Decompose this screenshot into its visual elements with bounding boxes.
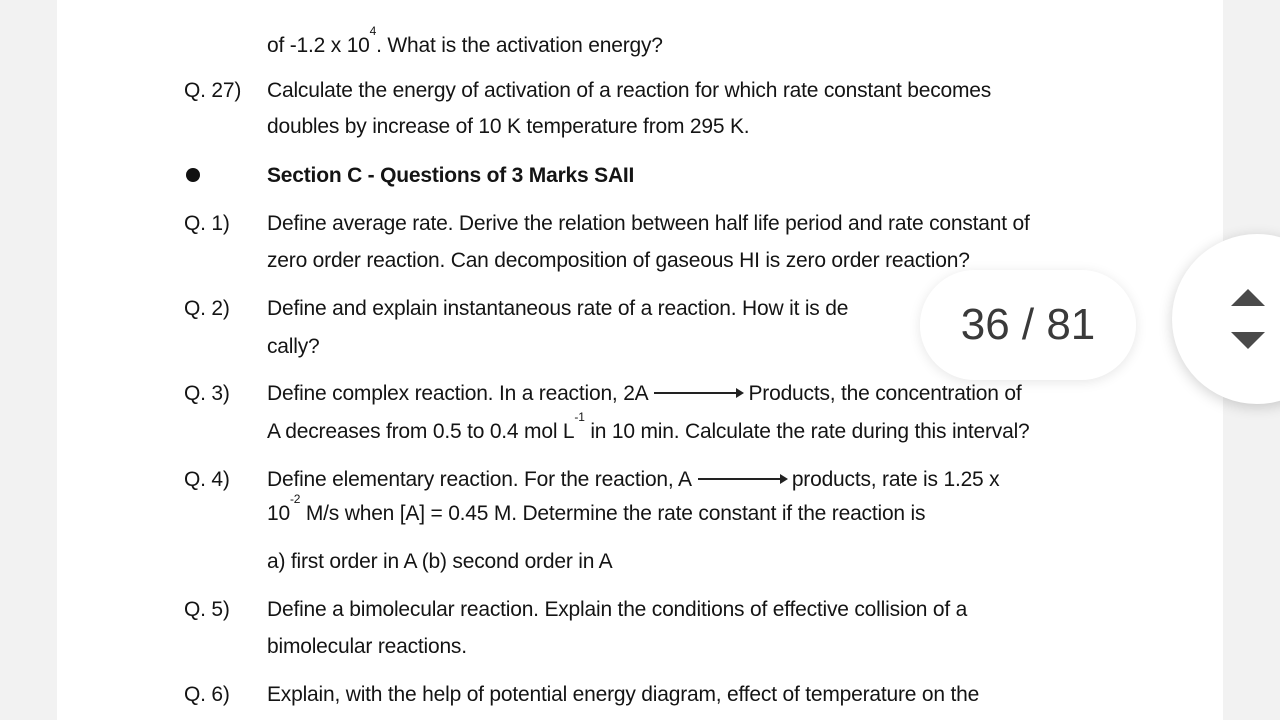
superscript: -2 bbox=[289, 492, 301, 506]
text-segment: Define complex reaction. In a reaction, 2A bbox=[267, 382, 649, 405]
section-heading: Section C - Questions of 3 Marks SAII bbox=[267, 164, 635, 187]
question-text-line: a) first order in A (b) second order in A bbox=[267, 550, 613, 573]
question-text-line: bimolecular reactions. bbox=[267, 635, 467, 658]
question-text-line: cally? bbox=[267, 335, 320, 358]
reaction-arrow-icon bbox=[654, 392, 742, 394]
question-number: Q. 5) bbox=[184, 598, 230, 621]
text-segment: in 10 min. Calculate the rate during this interval? bbox=[584, 420, 1030, 443]
question-text-line: Define a bimolecular reaction. Explain the conditions of effective collision of a bbox=[267, 598, 968, 621]
question-number: Q. 27) bbox=[184, 79, 242, 102]
reaction-arrow-icon bbox=[698, 478, 786, 480]
question-text-line: doubles by increase of 10 K temperature from 295 K. bbox=[267, 115, 750, 138]
text-segment: . What is the activation energy? bbox=[376, 34, 663, 57]
text-segment: Define elementary reaction. For the reaction, A bbox=[267, 468, 692, 491]
question-text-line bbox=[267, 382, 1021, 406]
page-indicator-text: 36 / 81 bbox=[960, 300, 1096, 349]
question-number: Q. 1) bbox=[184, 212, 230, 235]
question-text-line bbox=[267, 410, 1030, 444]
question-text-line: zero order reaction. Can decomposition of gaseous HI is zero order reaction? bbox=[267, 249, 970, 272]
question-text-line: Explain, with the help of potential energy diagram, effect of temperature on the bbox=[267, 683, 980, 706]
text-segment: M/s when [A] = 0.45 M. Determine the rate constant if the reaction is bbox=[300, 502, 926, 525]
question-text-line bbox=[267, 492, 926, 526]
question-number: Q. 4) bbox=[184, 468, 230, 491]
question-number: Q. 3) bbox=[184, 382, 230, 405]
bullet-icon bbox=[186, 168, 200, 182]
scroll-down-icon[interactable] bbox=[1231, 332, 1265, 349]
question-text-line: Calculate the energy of activation of a reaction for which rate constant becomes bbox=[267, 79, 992, 102]
question-number: Q. 2) bbox=[184, 297, 230, 320]
superscript: -1 bbox=[574, 410, 585, 424]
text-segment: A decreases from 0.5 to 0.4 mol L bbox=[267, 420, 575, 443]
text-segment: Products, the concentration of bbox=[748, 382, 1022, 405]
text-segment: of -1.2 x 10 bbox=[267, 34, 370, 57]
scroll-up-icon[interactable] bbox=[1231, 289, 1265, 306]
question-number: Q. 6) bbox=[184, 683, 230, 706]
question-text-line: Define and explain instantaneous rate of a reaction. How it is de bbox=[267, 297, 849, 320]
superscript: 4 bbox=[369, 24, 377, 38]
question-text-line: Define average rate. Derive the relation between half life period and rate constant of bbox=[267, 212, 1030, 235]
question-continuation bbox=[267, 24, 663, 58]
text-segment: 10 bbox=[267, 502, 290, 525]
page-indicator bbox=[920, 270, 1136, 380]
text-segment: products, rate is 1.25 x bbox=[791, 468, 1000, 491]
question-text-line bbox=[267, 468, 999, 492]
